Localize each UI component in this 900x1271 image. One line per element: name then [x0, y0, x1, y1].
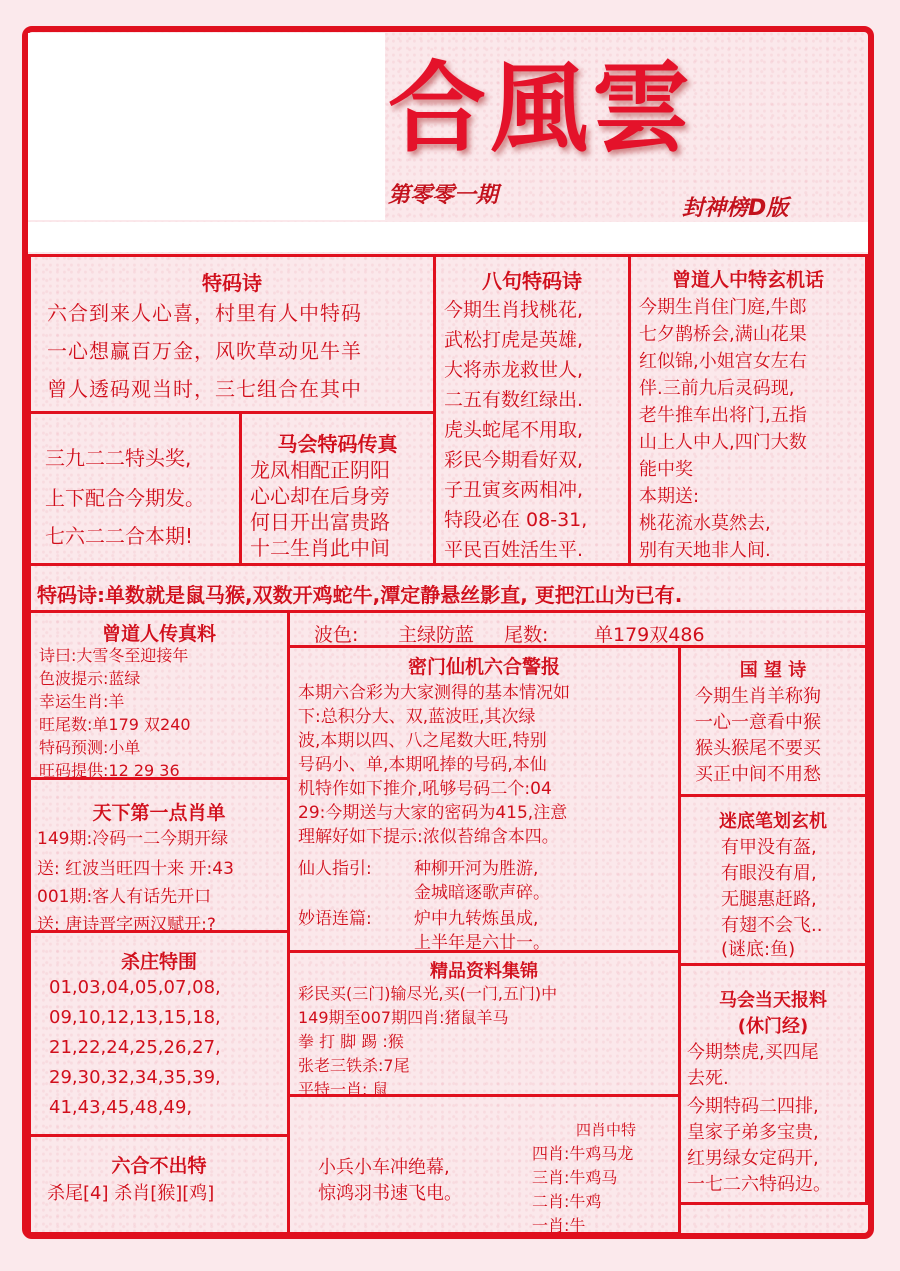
sixiao-line: 二肖:牛鸡 — [532, 1192, 602, 1211]
edition-label: 封神榜D版 — [682, 196, 789, 221]
octave-line: 虎头蛇尾不用取, — [444, 419, 584, 441]
sixiao-line: 三肖:牛鸡马 — [532, 1168, 618, 1187]
sixiao-line: 一肖:牛 — [532, 1216, 586, 1235]
octave-line: 武松打虎是英雄, — [444, 329, 584, 351]
poem1-line: 曾人透码观当时，三七组合在其中 — [47, 377, 362, 401]
midi-answer: (谜底:鱼) — [721, 939, 796, 960]
chuanzhen-line: 旺尾数:单179 双240 — [39, 715, 191, 734]
xuanji-line: 伴.三前九后灵码现, — [639, 378, 795, 399]
shazhuang-line: 01,03,04,05,07,08, — [49, 977, 221, 998]
tianxia-line: 001期:客人有话先开口 — [37, 887, 212, 907]
shazhuang-line: 41,43,45,48,49, — [49, 1097, 193, 1118]
wave-value: 主绿防蓝 — [398, 624, 475, 646]
guowang-line: 一心一意看中猴 — [695, 712, 821, 733]
mimen-line: 波,本期以四、八之尾数大旺,特别 — [298, 731, 547, 751]
chuanzhen-line: 旺码提供:12 29 36 — [39, 761, 180, 780]
xuanji-line: 能中奖 — [639, 459, 693, 480]
baoliao-line: 今期特码二四排, — [687, 1096, 819, 1117]
jingpin-line: 平特一肖: 鼠 — [298, 1080, 389, 1099]
mimen-title: 密门仙机六合警报 — [407, 656, 560, 678]
wide-poem-box — [28, 563, 868, 613]
header-white-strip — [28, 222, 868, 252]
xianren-line: 种柳开河为胜游, — [414, 859, 539, 879]
octave-line: 子丑寅亥两相冲, — [444, 479, 584, 501]
midi-box — [678, 794, 868, 966]
baoliao-box — [678, 963, 868, 1205]
baoliao-line: 红男绿女定码开, — [687, 1148, 819, 1169]
xiaobing-line: 小兵小车冲绝幕, — [318, 1157, 450, 1178]
xuanji-line: 别有天地非人间. — [639, 540, 771, 561]
octave-box — [433, 254, 631, 566]
wave-label: 波色: — [314, 624, 359, 646]
sanjiu-line: 七六二二合本期! — [45, 524, 194, 548]
mimen-line: 29:今期送与大家的密码为415,注意 — [298, 803, 568, 823]
octave-line: 今期生肖找桃花, — [444, 299, 584, 321]
mimen-line: 理解好如下提示:浓似苔绵含本四。 — [298, 827, 559, 847]
octave-line: 平民百姓活生平. — [444, 539, 584, 561]
shazhuang-title: 杀庄特围 — [120, 951, 197, 973]
sanjiu-box — [28, 411, 242, 566]
buchu-title: 六合不出特 — [111, 1155, 207, 1177]
xianren-line: 金城暗逐歌声碎。 — [414, 883, 550, 903]
poem1-line: 一心想赢百万金，风吹草动见牛羊 — [47, 339, 362, 363]
poem1-title: 特码诗 — [202, 271, 262, 295]
buchu-box — [28, 1134, 290, 1235]
xuanji-line: 桃花流水莫然去, — [639, 513, 771, 534]
shazhuang-line: 29,30,32,34,35,39, — [49, 1067, 221, 1088]
shazhuang-line: 21,22,24,25,26,27, — [49, 1037, 221, 1058]
miaoyu-line: 上半年是六廿一。 — [414, 933, 550, 953]
baoliao-line: 皇家子弟多宝贵, — [687, 1122, 819, 1143]
jingpin-line: 张老三铁杀:7尾 — [298, 1056, 410, 1075]
wave-box — [287, 610, 868, 648]
octave-line: 彩民今期看好双, — [444, 449, 584, 471]
xuanji-line: 老牛推车出将门,五指 — [639, 405, 807, 426]
tianxia-box — [28, 777, 290, 933]
poem1-box — [28, 254, 436, 414]
poem1-line: 六合到来人心喜，村里有人中特码 — [47, 301, 362, 325]
xuanji-line: 红似锦,小姐宫女左右 — [639, 351, 807, 372]
guowang-line: 猴头猴尾不要买 — [695, 738, 821, 759]
octave-line: 大将赤龙救世人, — [444, 359, 584, 381]
guowang-title: 国 望 诗 — [739, 660, 807, 681]
sanjiu-line: 三九二二特头奖, — [45, 446, 192, 470]
sanjiu-line: 上下配合今期发。 — [45, 486, 205, 510]
guowang-box — [678, 645, 868, 797]
baoliao-line: 一七二六特码边。 — [687, 1174, 831, 1195]
xuanji-line: 山上人中人,四门大数 — [639, 432, 807, 453]
tianxia-line: 149期:冷码一二今期开绿 — [37, 829, 229, 849]
tail-value: 单179双486 — [594, 624, 705, 646]
xuanji-line: 七夕鹊桥会,满山花果 — [639, 324, 807, 345]
tianxia-line: 送: 红波当旺四十来 开:43 — [37, 859, 234, 879]
shazhuang-line: 09,10,12,13,15,18, — [49, 1007, 221, 1028]
chuanzhen-title: 曾道人传真料 — [101, 623, 216, 645]
tianxia-line: 送: 唐诗晋字两汉赋开:? — [37, 915, 216, 935]
xuanji-box — [628, 254, 868, 566]
mahui-chuanzhen-line: 龙凤相配正阴阳 — [250, 458, 390, 482]
mahui-chuanzhen-title: 马会特码传真 — [277, 432, 398, 456]
chuanzhen-line: 诗曰:大雪冬至迎接年 — [39, 646, 189, 665]
mimen-line: 号码小、单,本期吼捧的号码,本仙 — [298, 755, 547, 775]
guowang-line: 买正中间不用愁 — [695, 764, 821, 785]
shazhuang-box — [28, 930, 290, 1137]
mimen-line: 机特作如下推介,吼够号码二个:04 — [298, 779, 552, 799]
mahui-chuanzhen-line: 何日开出富贵路 — [250, 510, 390, 534]
midi-title: 迷底笔划玄机 — [719, 811, 827, 832]
chuanzhen-line: 幸运生肖:羊 — [39, 692, 125, 711]
mimen-line: 下:总积分大、双,蓝波旺,其次绿 — [298, 707, 536, 727]
chuanzhen-line: 特码预测:小单 — [39, 738, 141, 757]
blank-white-area — [28, 33, 385, 220]
baoliao-line: 今期禁虎,买四尾 — [687, 1042, 819, 1063]
midi-line: 无腿惠赶路, — [721, 889, 817, 910]
mahui-chuanzhen-line: 十二生肖此中间 — [250, 536, 390, 560]
baoliao-line: 去死. — [687, 1068, 729, 1089]
xiaobing-line: 惊鸿羽书速飞电。 — [318, 1183, 462, 1204]
baoliao-title: 马会当天报料 — [719, 990, 827, 1011]
mimen-line: 本期六合彩为大家测得的基本情况如 — [298, 683, 570, 703]
guowang-line: 今期生肖羊称狗 — [695, 686, 821, 707]
masthead-title: 合風雲 — [388, 51, 695, 166]
mahui-chuanzhen-line: 心心却在后身旁 — [250, 484, 390, 508]
xianren-label: 仙人指引: — [298, 859, 372, 879]
tianxia-title: 天下第一点肖单 — [92, 802, 226, 824]
jingpin-box — [287, 950, 681, 1097]
mahui-chuanzhen-box — [239, 411, 436, 566]
xuanji-line: 本期送: — [639, 486, 700, 507]
jingpin-line: 拳 打 脚 踢 :猴 — [298, 1032, 404, 1051]
issue-number: 第零零一期 — [388, 183, 499, 208]
wide-poem-text: 特码诗:单数就是鼠马猴,双数开鸡蛇牛,潭定静悬丝影直, 更把江山为已有. — [37, 583, 683, 607]
bottom-center-box — [287, 1094, 681, 1235]
jingpin-line: 彩民买(三门)输尽光,买(一门,五门)中 — [298, 984, 558, 1003]
sixiao-line: 四肖:牛鸡马龙 — [532, 1144, 634, 1163]
miaoyu-label: 妙语连篇: — [298, 909, 372, 929]
octave-title: 八句特码诗 — [482, 269, 582, 293]
midi-line: 有眼没有眉, — [721, 863, 817, 884]
jingpin-title: 精品资料集锦 — [430, 961, 538, 982]
xuanji-line: 今期生肖住门庭,牛郎 — [639, 297, 807, 318]
midi-line: 有甲没有盔, — [721, 837, 817, 858]
mimen-box — [287, 645, 681, 953]
jingpin-line: 149期至007期四肖:猪鼠羊马 — [298, 1008, 509, 1027]
octave-line: 二五有数红绿出. — [444, 389, 584, 411]
octave-line: 特段必在 08-31, — [444, 509, 588, 531]
baoliao-subtitle: (休门经) — [737, 1016, 809, 1037]
xuanji-title: 曾道人中特玄机话 — [671, 269, 824, 291]
miaoyu-line: 炉中九转炼虽成, — [414, 909, 539, 929]
buchu-line: 杀尾[4] 杀肖[猴][鸡] — [47, 1183, 215, 1204]
tail-label: 尾数: — [504, 624, 549, 646]
chuanzhen-line: 色波提示:蓝绿 — [39, 669, 141, 688]
midi-line: 有翅不会飞.. — [721, 915, 823, 936]
sixiao-title: 四肖中特 — [576, 1121, 637, 1139]
chuanzhen-box — [28, 610, 290, 780]
